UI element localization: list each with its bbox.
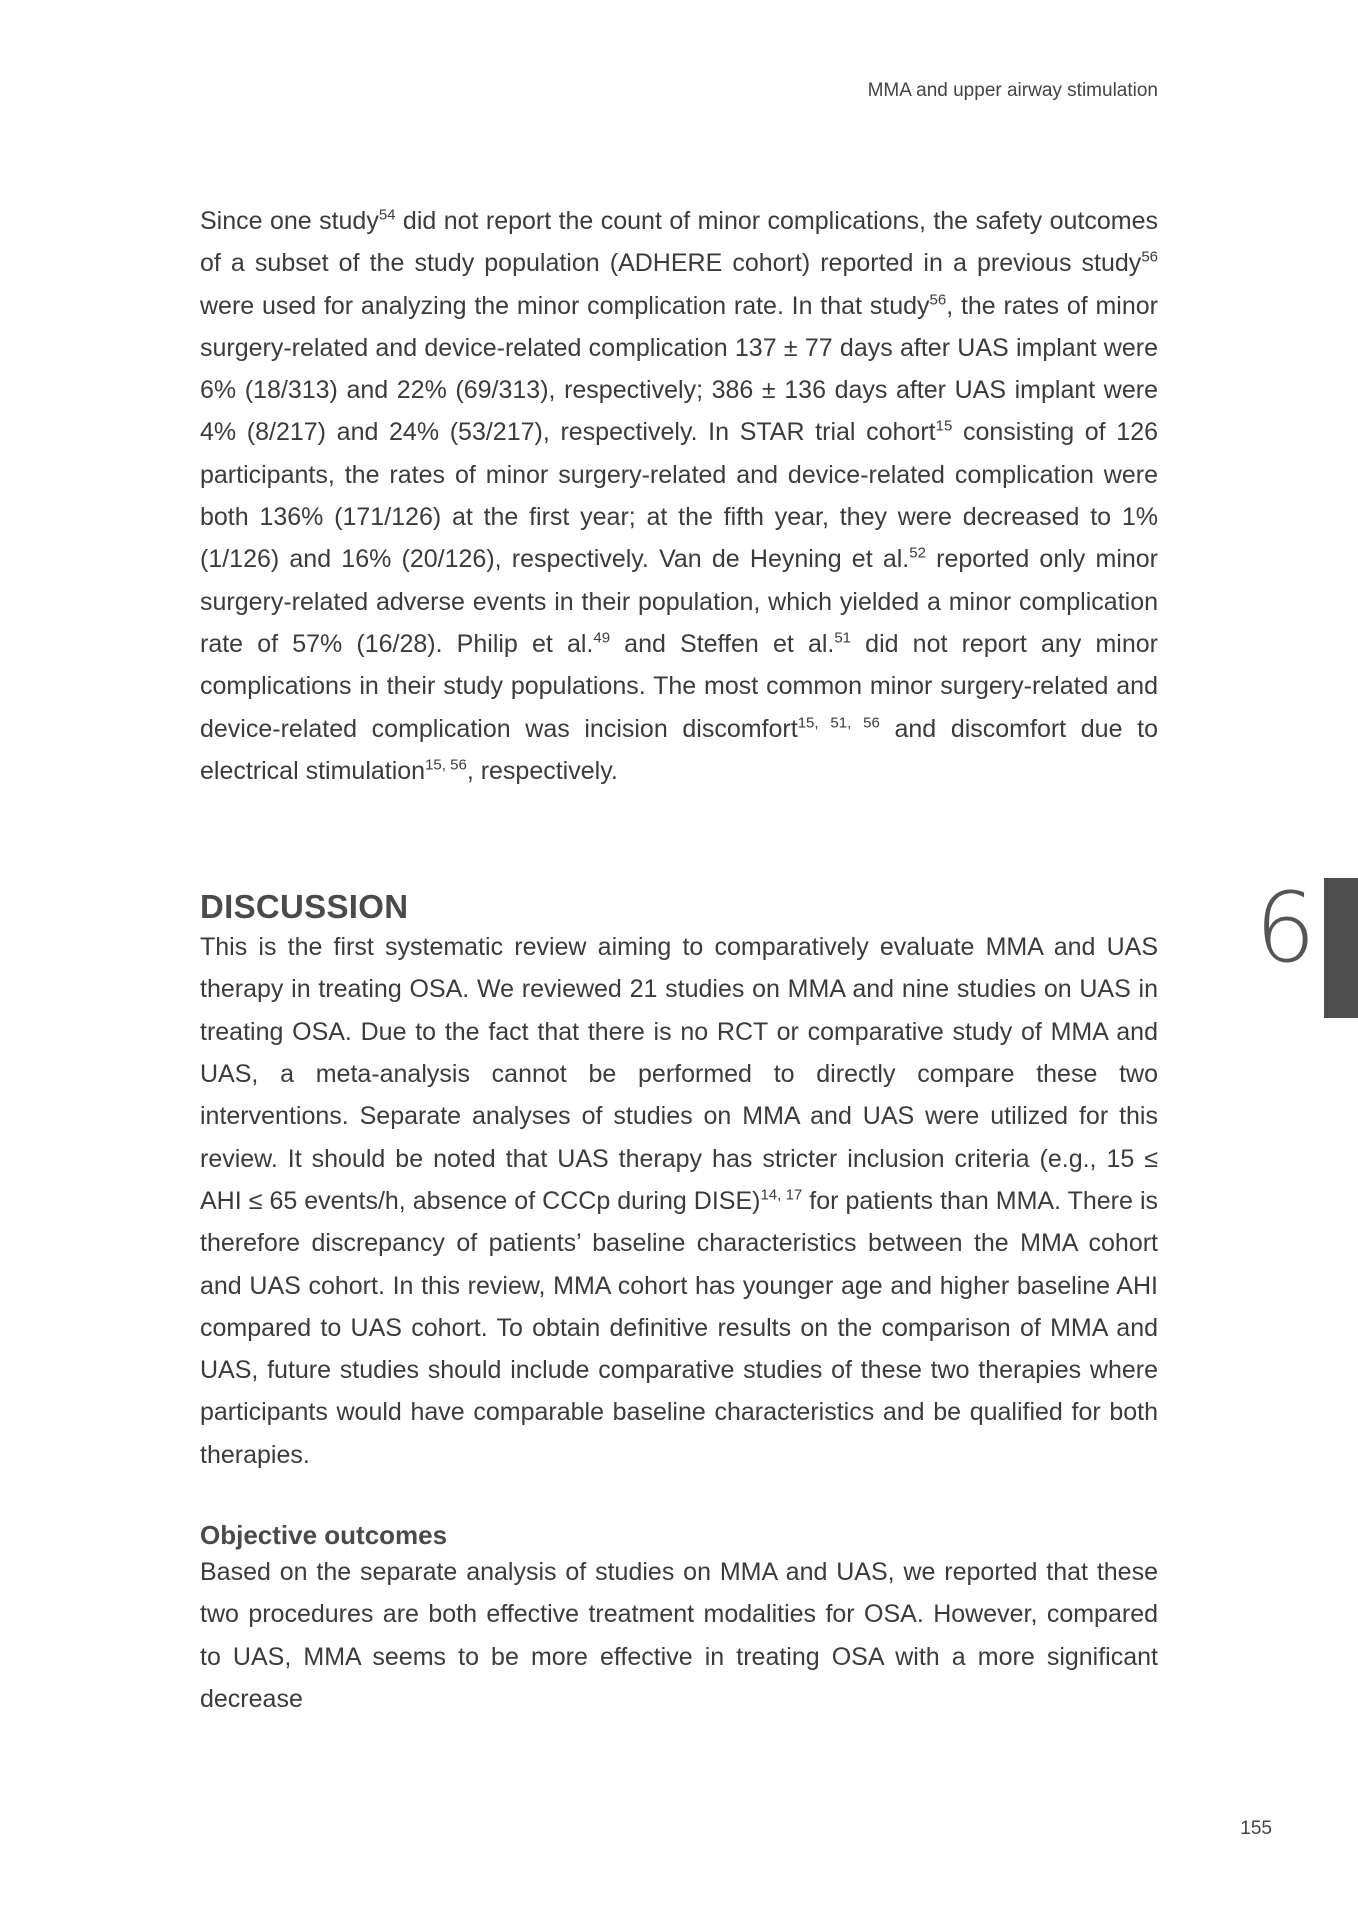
section-heading-discussion: DISCUSSION bbox=[200, 888, 409, 926]
citation: 56 bbox=[929, 291, 947, 309]
citation: 14, 17 bbox=[760, 1186, 803, 1204]
citation: 56 bbox=[1141, 248, 1158, 266]
citation: 52 bbox=[909, 545, 926, 563]
citation: 51 bbox=[834, 629, 852, 647]
results-paragraph bbox=[200, 200, 1158, 792]
text-run: reported only minor surgery-related adverse events in their population, which yielded a minor complication rate of 57% (16/28). Philip et al. bbox=[200, 545, 1159, 658]
text-run: and discomfort due to electrical stimulation bbox=[200, 714, 1158, 785]
discussion-paragraph bbox=[200, 926, 1158, 1476]
chapter-number: 6 bbox=[1254, 872, 1316, 984]
text-run: and Steffen et al. bbox=[610, 629, 835, 658]
text-run: did not report any minor complications in their study populations. The most common minor surgery-related and device-related complication was incision discomfort bbox=[200, 629, 1158, 743]
running-header: MMA and upper airway stimulation bbox=[867, 80, 1158, 101]
text-run: , the rates of minor surgery-related and device-related complication 137 ± 77 days after UAS implant were 6% (18/313) and 22% (69/313), respectively; 386 ± 136 days after UAS implant were 4% (8/217) and 24% (53/217), respectively. In STAR trial cohort bbox=[200, 291, 1158, 447]
page-number: 155 bbox=[1240, 1818, 1272, 1839]
text-run: did not report the count of minor complications, the safety outcomes of a subset of the study population (ADHERE cohort) reported in a previous study bbox=[200, 207, 1158, 278]
citation: 54 bbox=[378, 206, 396, 224]
citation: 15, 56 bbox=[425, 756, 467, 774]
text-run: consisting of 126 participants, the rates of minor surgery-related and device-related complication were both 136% (171/126) at the first year; at the fifth year, they were decreased to 1% (1/126) and 16% (20/126), respectively. Van de Heyning et al. bbox=[200, 418, 1159, 574]
citation: 15 bbox=[935, 418, 953, 436]
text-run: , respectively. bbox=[466, 756, 618, 785]
objective-outcomes-paragraph: Based on the separate analysis of studies on MMA and UAS, we reported that these two procedures are both effective treatment modalities for OSA. However, compared to UAS, MMA seems to be more effective in treating OSA with a more significant decrease bbox=[200, 1558, 1158, 1713]
subsection-heading-objective-outcomes: Objective outcomes bbox=[200, 1520, 448, 1551]
citation: 49 bbox=[593, 629, 611, 647]
chapter-tab-marker bbox=[1324, 878, 1358, 1018]
page-content bbox=[200, 200, 1158, 1720]
text-run: were used for analyzing the minor complication rate. In that study bbox=[200, 291, 930, 320]
citation: 15, 51, 56 bbox=[797, 714, 880, 732]
text-run: for patients than MMA. There is therefore discrepancy of patients’ baseline characteristics between the MMA cohort and UAS cohort. In this review, MMA cohort has younger age and higher baseline AHI compared to UAS cohort. To obtain definitive results on the comparison of MMA and UAS, future studies should include comparative studies of these two therapies where participants would have comparable baseline characteristics and be qualified for both therapies. bbox=[200, 1186, 1158, 1469]
text-run: Since one study bbox=[200, 207, 379, 235]
text-run: This is the first systematic review aiming to comparatively evaluate MMA and UAS therapy in treating OSA. We reviewed 21 studies on MMA and nine studies on UAS in treating OSA. Due to the fact that there is no RCT or comparative study of MMA and UAS, a meta-analysis cannot be performed to directly compare these two interventions. Separate analyses of studies on MMA and UAS were utilized for this review. It should be noted that UAS therapy has stricter inclusion criteria (e.g., 15 ≤ AHI ≤ 65 events/h, absence of CCCp during DISE) bbox=[200, 933, 1158, 1215]
